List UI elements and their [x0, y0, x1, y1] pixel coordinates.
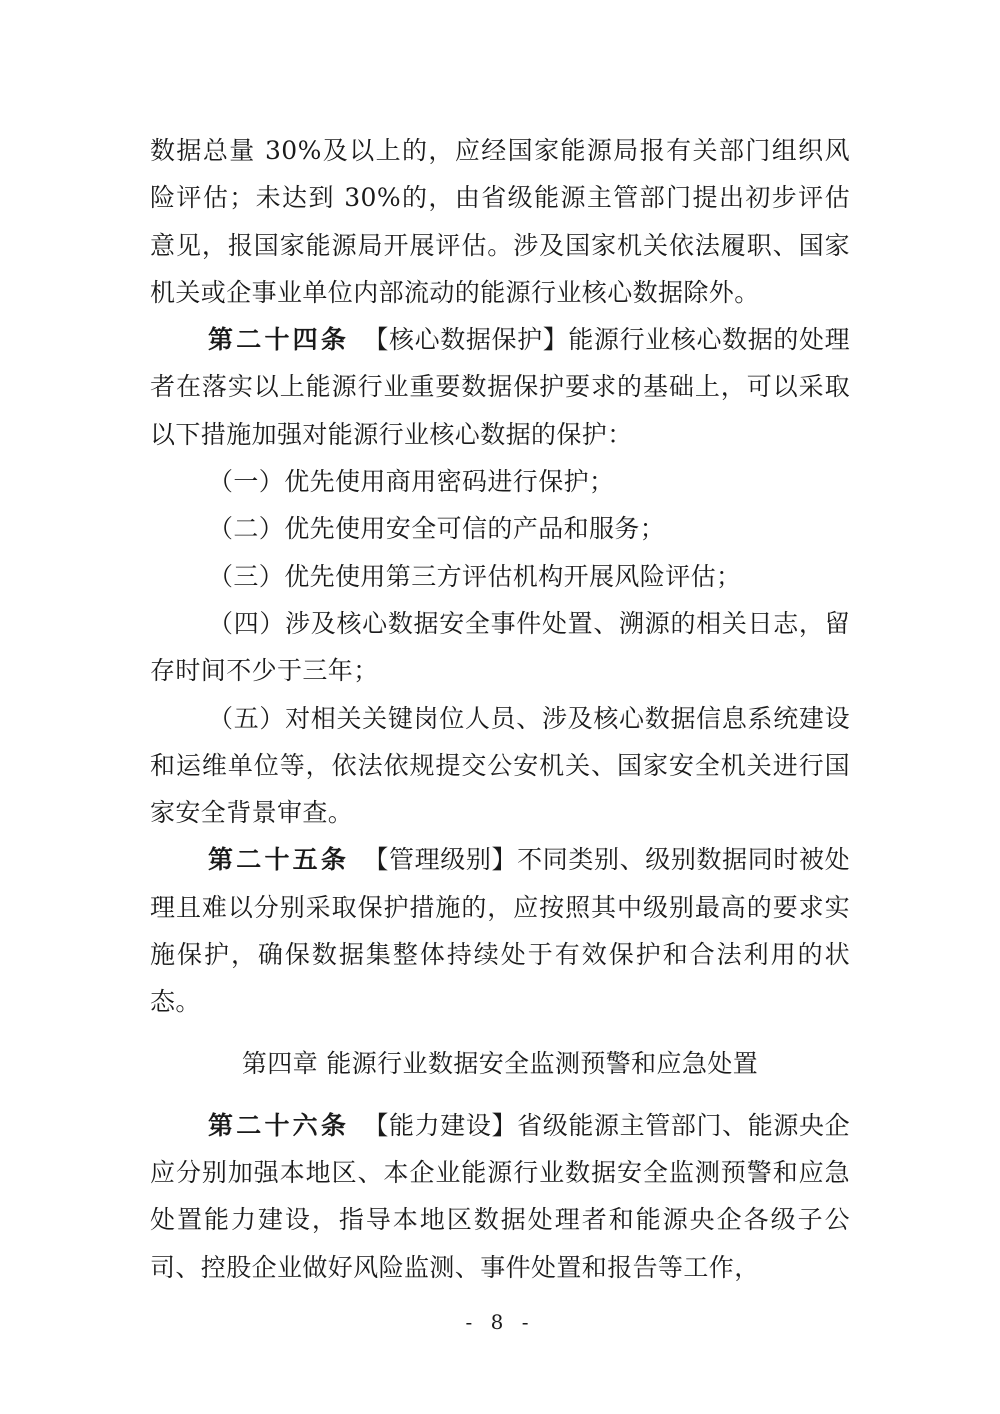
list-item-2	[150, 505, 850, 552]
paragraph-continuation	[150, 127, 850, 316]
article-text: 【核心数据保护】能源行业核心数据的处理者在落实以上能源行业重要数据保护要求的基础上，可以采取以下措施加强对能源行业核心数据的保护：	[150, 325, 850, 449]
paragraph-text: 数据总量 30%及以上的，应经国家能源局报有关部门组织风险评估；未达到 30%的，由省级能源主管部门提出初步评估意见，报国家能源局开展评估。涉及国家机关依法履职、国家机关或企事业单位内部流动的能源行业核心数据除外。	[150, 136, 850, 307]
document-body	[150, 127, 850, 1291]
list-item-text: （三）优先使用第三方评估机构开展风险评估；	[208, 561, 742, 591]
list-item-5	[150, 695, 850, 837]
article-26	[150, 1102, 850, 1291]
article-25	[150, 836, 850, 1025]
list-item-1	[150, 458, 850, 505]
article-number: 第二十六条	[208, 1110, 350, 1140]
article-text: 【能力建设】省级能源主管部门、能源央企应分别加强本地区、本企业能源行业数据安全监测预警和应急处置能力建设，指导本地区数据处理者和能源央企各级子公司、控股企业做好风险监测、事件处置和报告等工作，	[150, 1110, 850, 1282]
list-item-4	[150, 600, 850, 695]
article-text: 【管理级别】不同类别、级别数据同时被处理且难以分别采取保护措施的，应按照其中级别最高的要求实施保护，确保数据集整体持续处于有效保护和合法利用的状态。	[150, 845, 850, 1017]
article-number: 第二十四条	[208, 325, 350, 355]
page-number: - 8 -	[465, 1310, 535, 1334]
list-item-text: （一）优先使用商用密码进行保护；	[208, 467, 615, 497]
chapter-title: 第四章 能源行业数据安全监测预警和应急处置	[241, 1048, 759, 1078]
list-item-text: （二）优先使用安全可信的产品和服务；	[208, 514, 666, 544]
list-item-3	[150, 553, 850, 600]
article-number: 第二十五条	[208, 845, 350, 875]
list-item-text: （四）涉及核心数据安全事件处置、溯源的相关日志，留存时间不少于三年；	[150, 608, 850, 686]
article-24	[150, 316, 850, 458]
list-item-text: （五）对相关关键岗位人员、涉及核心数据信息系统建设和运维单位等，依法依规提交公安机关、国家安全机关进行国家安全背景审查。	[150, 703, 850, 828]
